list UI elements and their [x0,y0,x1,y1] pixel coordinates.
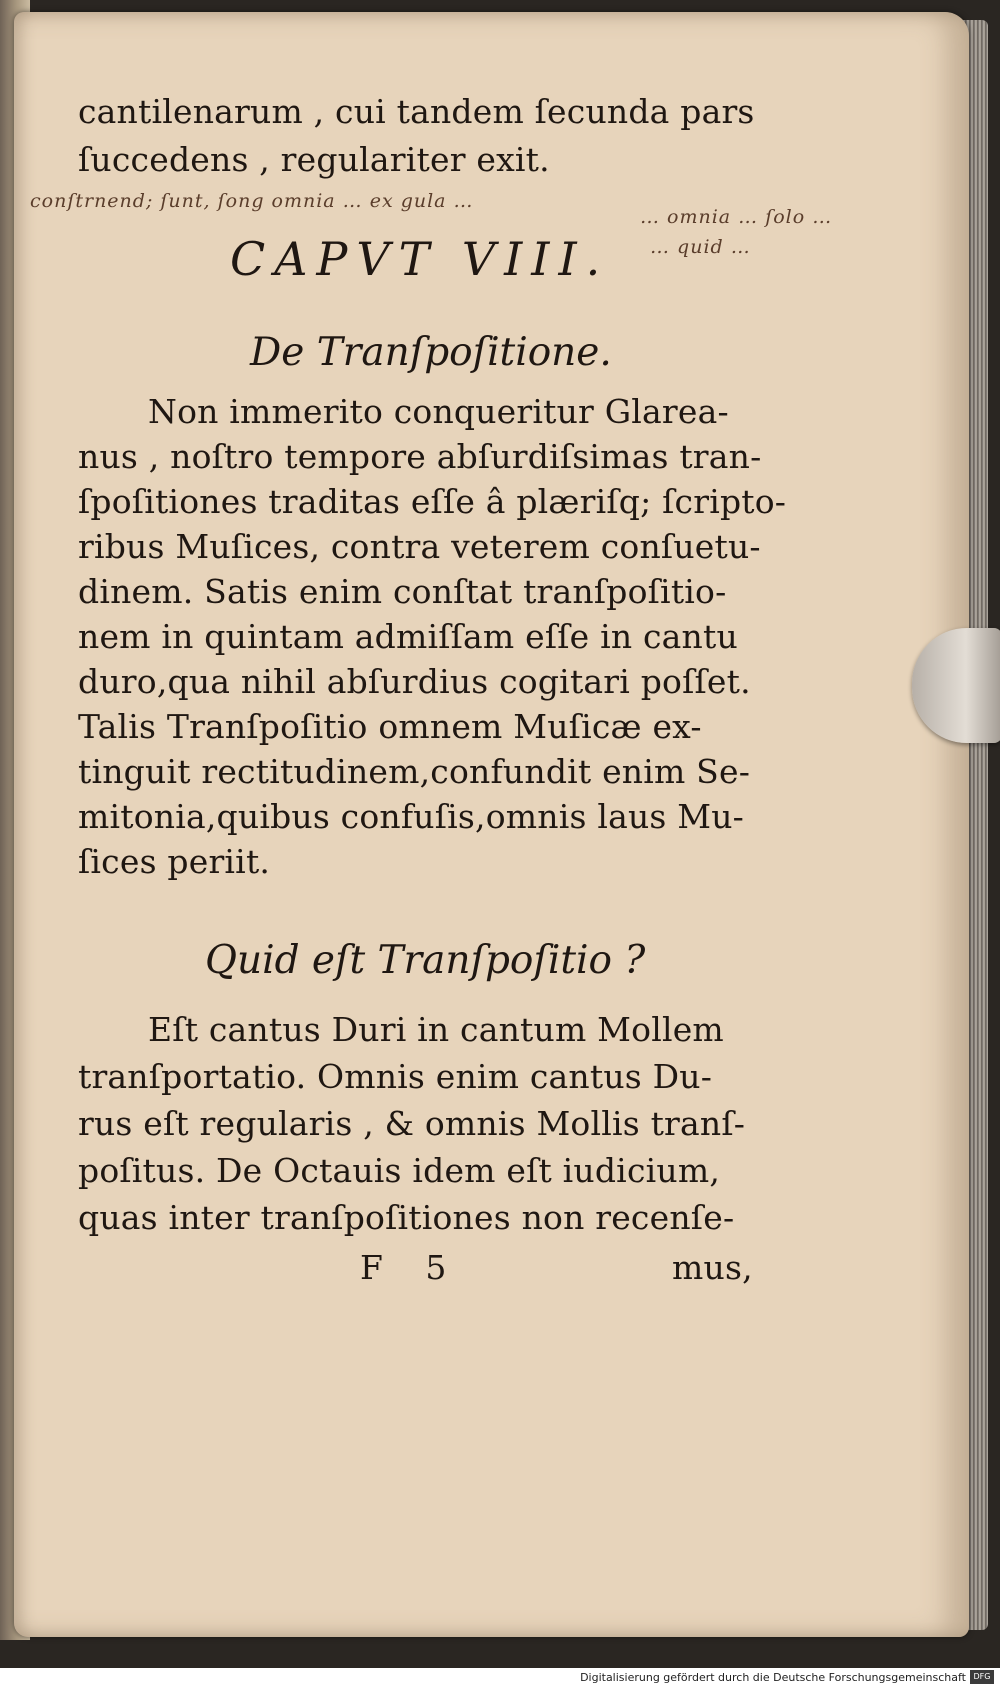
paragraph2-line: rus eſt regularis , & omnis Mollis tranſ- [78,1104,746,1143]
credit-text: Digitalisierung gefördert durch die Deutsche Forschungsgemeinschaft [580,1671,966,1684]
paragraph2-line: tranſportatio. Omnis enim cantus Du- [78,1057,713,1096]
section-subtitle: De Tranſpoſitione. [250,330,612,375]
paragraph2-line: quas inter tranſpoſitiones non recenſe- [78,1198,735,1237]
paragraph1-line: duro,qua nihil abſurdius cogitari poſſet. [78,662,751,701]
text-line-top-1: cantilenarum , cui tandem ſecunda pars [78,92,755,131]
credit-bar [0,1668,1000,1689]
paragraph1-line: Talis Tranſpoſitio omnem Muſicæ ex- [78,707,702,746]
paragraph2-line: poſitus. De Octauis idem eſt iudicium, [78,1151,721,1190]
paragraph1-line: ribus Muſices, contra veterem conſuetu- [78,527,761,566]
text-line-top-2: ſuccedens , regulariter exit. [78,140,550,179]
marginalia-line-1: conſtrnend; ſunt, ſong omnia … ex gula … [30,190,474,212]
dfg-logo-icon: DFG [970,1670,994,1684]
paragraph1-line: ſices periit. [78,842,271,881]
marginalia-line-3: … quid … [650,236,751,258]
paragraph1-line: nus , noſtro tempore abſurdiſsimas tran- [78,437,762,476]
paragraph1-line: tinguit rectitudinem,confundit enim Se- [78,752,751,791]
marginalia-line-2: … omnia … ſolo … [640,206,833,228]
catchword: mus, [672,1248,753,1287]
question-heading: Quid eſt Tranſpoſitio ? [205,938,646,983]
paragraph1-line: mitonia,quibus confuſis,omnis laus Mu- [78,797,745,836]
paragraph2-line: Eſt cantus Duri in cantum Mollem [148,1010,724,1049]
signature-mark: F 5 [360,1248,463,1287]
paragraph1-line: ſpoſitiones traditas eſſe â plæriſq; ſcripto- [78,482,787,521]
paragraph1-line: dinem. Satis enim conſtat tranſpoſitio- [78,572,727,611]
paragraph1-line: Non immerito conqueritur Glarea- [148,392,729,431]
chapter-heading: CAPVT VIII. [230,232,610,286]
paragraph1-line: nem in quintam admiſſam eſſe in cantu [78,617,738,656]
